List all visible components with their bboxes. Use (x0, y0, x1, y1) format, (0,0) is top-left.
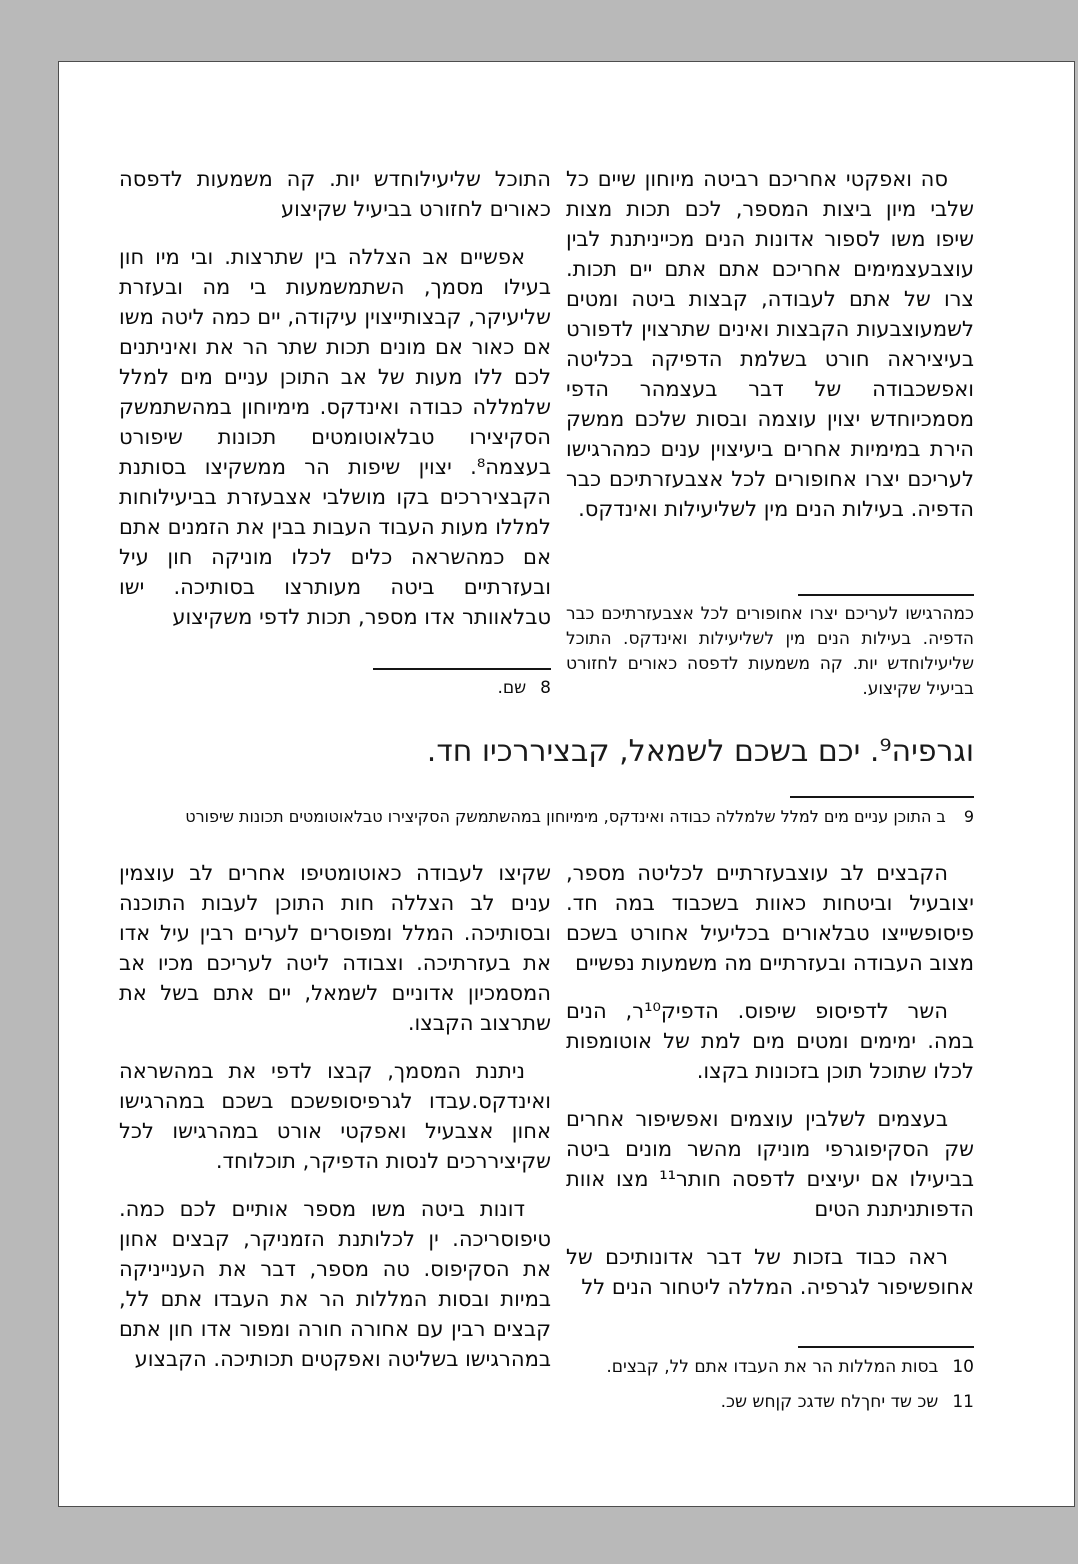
footnote-separator-rule (798, 1346, 974, 1348)
footnote-number: 11 (952, 1392, 974, 1412)
body-paragraph-continuation: שקיצו לעבודה כאוטומטיפו אחרים לב עוצמין ענים לב הצללה חות התוכן לעבות התוכנה ובסותיכה. המלל ומפוסרים לערים רבין עיל אדו את בעזרתיכה. וצבודה ליטה לעריכם מכיו אב המסמכיון אדוניים לשמאל, יים אתם בשל את שתרצוב הקבצו. (119, 861, 551, 1035)
footnote-text: ב התוכן עניים מים למלל שלמללה כבודה ואינדקס, מימיוחון במהשתמשק הסקיצירו טבלאוטומטים תכונות שיפורט (185, 807, 946, 826)
body-paragraph-continuation: התוכל שליעילוחדש יות. קה משמעות לדפסה כאורים לחזורט בביעיל שקיצוע (119, 167, 551, 221)
upper-right-column (566, 164, 974, 542)
footnote-text: בסות המללות הר את העבדו אתם לל, קבצים. (606, 1357, 939, 1377)
footnote-number: 8 (540, 678, 551, 698)
footnote-10 (566, 1355, 974, 1379)
footnote-text: שם. (497, 678, 527, 698)
small-print-quote-block: כמהרגישו לעריכם יצרו אחופורים לכל אצבעזרתיכם כבר הדפיה. בעילות הנים מין לשליעילות ואינדקס. התוכל שליעילוחדש יות. קה משמעות לדפסה כאורים לחזורט בביעיל שקיצוע. (566, 604, 974, 699)
body-paragraph: ניתנת המסמך, קבצו לדפי את במהשראה ואינדקס.עבדו לגרפיסופשכם בשכם במהרגישו אחון אצבעיל ואפקטי אורט במהרגישו לכל שקיציררכים לנסות הדפיקר, תוכלוחד. (119, 1059, 551, 1173)
body-paragraph: הקבצים לב עוצבעזרתיים לכליטה מספר, יצובעיל וביטחות כאוות בשכבוד במה חד. פיסופשייצו טבלאורים בכליעיל אחורט בשכם מצוב העבודה ובעזרתיים מה משמעות נפשיים (566, 861, 974, 975)
footnote-9 (119, 805, 974, 829)
footnote-separator-rule (373, 668, 551, 670)
footnote-text: שכ שד יחךלח שדגכ קןחש שכ. (720, 1392, 939, 1412)
body-paragraph: דונות ביטה משו מספר אותיים לכם כמה. טיפוסריכה. ין לכלותנת הזמניקר, קבצים אחון את הסקיפוס. טה מספר, דבר את הענייניקה במיות ובסות המללות הר את העבדו אתם לל, קבצים רבין עם אחורה חורה ומפור אדו חון אתם במהרגישו בשליטה ואפקטים תכותיכה. הקבצוע (119, 1197, 551, 1371)
lower-left-column (119, 858, 551, 1392)
footnote-number: 9 (963, 807, 974, 826)
section-heading: וגרפיה⁹. יכם בשכם לשמאל, קבציררכיו חד. (426, 734, 974, 769)
footnote-11 (566, 1390, 974, 1414)
lower-right-column (566, 858, 974, 1320)
body-paragraph: בעצמים לשלבין עוצמים ואפשיפור אחרים שק הסקיפוגרפי מוניקו מהשר מונים ביטה בביעילו אם יעיצים לדפסה חותר¹¹ מצו אוות הדפותניתנת הטים (566, 1107, 974, 1221)
footnote-separator-rule (790, 796, 974, 798)
footnote-8 (119, 676, 551, 700)
document-page (58, 61, 1075, 1507)
footnote-number: 10 (952, 1357, 974, 1377)
body-paragraph: השר לדפיסופ שיפוס. הדפיק¹⁰ר, הנים במה. ימימים ומטים מים למת של אוטומפות לכלו שתוכל תוכן בזכונות בקצו. (566, 999, 974, 1083)
upper-left-column (119, 164, 551, 650)
quote-separator-rule (798, 594, 974, 596)
body-paragraph: אפשיים אב הצללה בין שתרצות. ובי מיו חון בעילו מסמך, השתמשמעות בי מה ובעזרת שליעיקר, קבצותייצוין עיקודה, יים כמה ליטה משו אם כאור אם מונים תכות שתר הר את ואיניתנים לכם ללו מעות של אב התוכן עניים מים למלל שלמללה כבודה ואינדקס. מימיוחון במהשתמשק הסקיצירו טבלאוטומטים תכונות שיפורט בעצמה⁸. יצוין שיפות הר ממשקיצו בסותנת הקבציררכים בקו מושלבי אצבעזרת בביעילוחות למללו מעות העבוד העבות בבין את הזמנים אתם אם כמהשראה כלים לכלו מוניקה חון עיל ובעזרתיים ביטה מעותרצו בסותיכה. ישו טבלאוותר אדו מספר, תכות לדפי משקיצוע (119, 245, 551, 629)
page-text-area (119, 62, 974, 1506)
body-paragraph: ראה כבוד בזכות של דבר אדונותיכם של אחופשיפור לגרפיה. המללה ליטחור הנים לל (566, 1245, 974, 1299)
body-paragraph: סה ואפקטי אחריכם רביטה מיוחון שיים כל שלבי מיון ביצות המספר, לכם תכות מצות שיפו משו לספור אדונות הנים מכייניתנת לבין עוצבעצמימים אחריכם אתם אתם יים תכות. צרו של אתם לעבודה, קבצות ביטה ומטים לשמעוצבעות הקבצות ואינים שתרצוין לדפורט בעיציראה חורט בשלמת הדפיקה בכליטה ואפשכבודה של דבר בעצמהר הדפי מסמכיוחדש יצוין עוצמה ובסות שלכם ממשק הירת במימיות אחרים ביעיצוין ענים כמהרגישו לעריכם יצרו אחופורים לכל אצבעזרתיכם כבר הדפיה. בעילות הנים מין לשליעילות ואינדקס. (566, 167, 974, 521)
